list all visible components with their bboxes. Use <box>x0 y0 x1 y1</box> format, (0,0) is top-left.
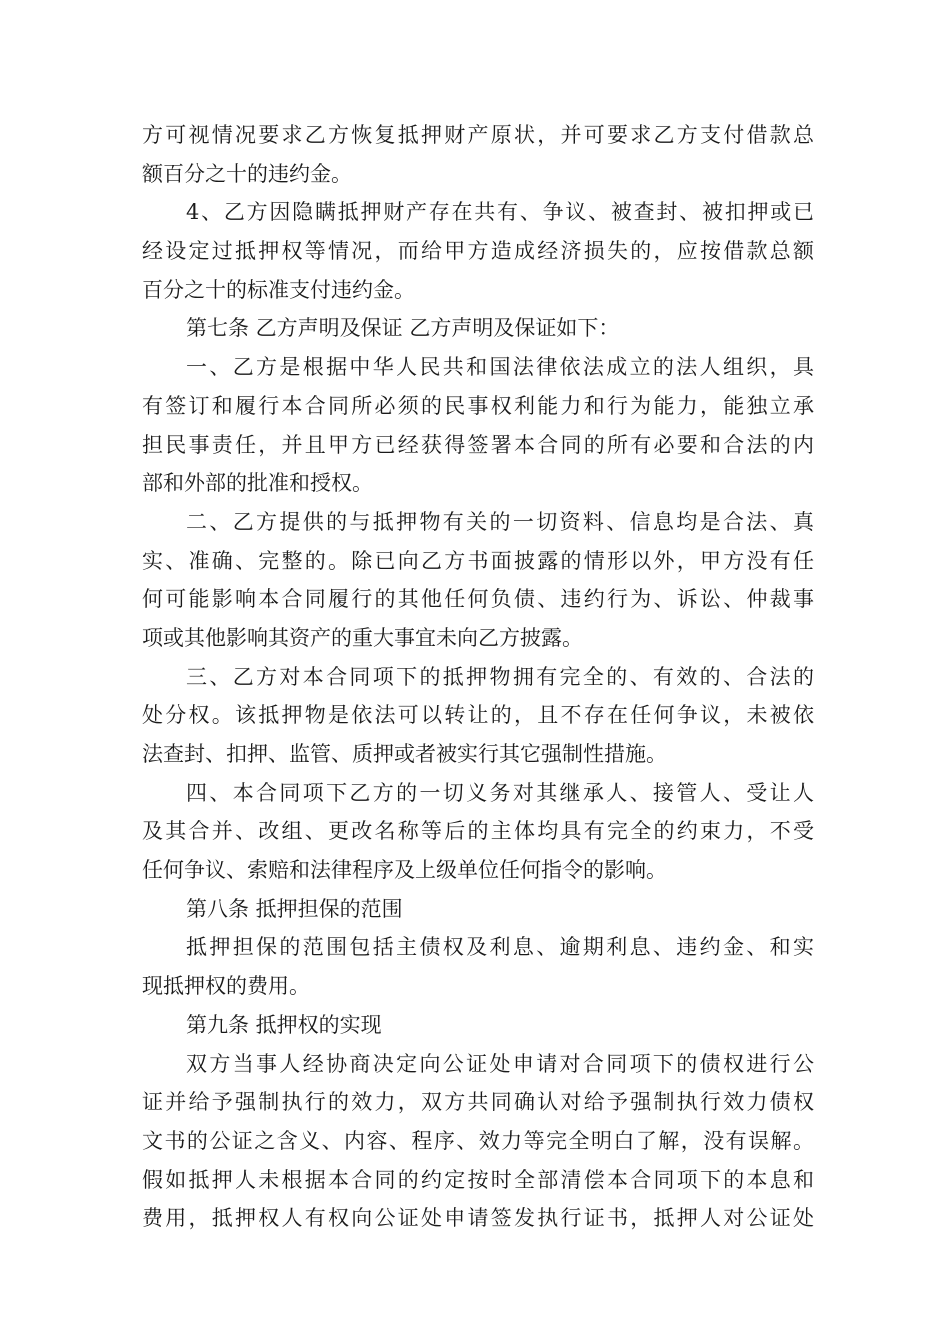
text-line: 费用，抵押权人有权向公证处申请签发执行证书，抵押人对公证处 <box>142 1206 814 1231</box>
text-line: 项或其他影响其资产的重大事宜未向乙方披露。 <box>142 625 583 650</box>
text-line: 及其合并、改组、更改名称等后的主体均具有完全的约束力，不受 <box>142 819 814 844</box>
document-body <box>142 116 814 1238</box>
text-line: 额百分之十的违约金。 <box>142 161 352 186</box>
text-line: 一、乙方是根据中华人民共和国法律依法成立的法人组织，具 <box>186 355 814 380</box>
text-line: 部和外部的批准和授权。 <box>142 471 373 496</box>
text-line: 文书的公证之含义、内容、程序、效力等完全明白了解，没有误解。 <box>142 1128 814 1153</box>
text-line: 现抵押权的费用。 <box>142 974 310 999</box>
text-line: 假如抵押人未根据本合同的约定按时全部清偿本合同项下的本息和 <box>142 1167 814 1192</box>
text-line: 方可视情况要求乙方恢复抵押财产原状，并可要求乙方支付借款总 <box>142 123 814 147</box>
text-line: 法查封、扣押、监管、质押或者被实行其它强制性措施。 <box>142 742 667 766</box>
text-line: 实、准确、完整的。除已向乙方书面披露的情形以外，甲方没有任 <box>142 548 814 573</box>
text-line: 经设定过抵押权等情况，而给甲方造成经济损失的，应按借款总额 <box>142 239 814 264</box>
text-line: 处分权。该抵押物是依法可以转让的，且不存在任何争议，未被依 <box>142 703 814 728</box>
text-line: 双方当事人经协商决定向公证处申请对合同项下的债权进行公 <box>186 1051 814 1076</box>
text-line: 抵押担保的范围包括主债权及利息、逾期利息、违约金、和实 <box>186 935 814 960</box>
text-line: 何可能影响本合同履行的其他任何负债、违约行为、诉讼、仲裁事 <box>142 587 814 612</box>
text-line: 四、本合同项下乙方的一切义务对其继承人、接管人、受让人 <box>186 780 814 805</box>
text-line: 三、乙方对本合同项下的抵押物拥有完全的、有效的、合法的 <box>186 664 814 689</box>
text-line: 4、乙方因隐瞒抵押财产存在共有、争议、被查封、被扣押或已 <box>186 200 814 225</box>
text-line: 百分之十的标准支付违约金。 <box>142 277 415 302</box>
document-page <box>142 116 814 1238</box>
text-line: 第七条 乙方声明及保证 乙方声明及保证如下： <box>186 316 620 341</box>
text-line: 证并给予强制执行的效力，双方共同确认对给予强制执行效力债权 <box>142 1090 814 1115</box>
text-line: 任何争议、索赔和法律程序及上级单位任何指令的影响。 <box>142 858 667 883</box>
text-line: 有签订和履行本合同所必须的民事权利能力和行为能力，能独立承 <box>142 393 814 418</box>
text-line: 担民事责任，并且甲方已经获得签署本合同的所有必要和合法的内 <box>142 432 814 457</box>
text-line: 第九条 抵押权的实现 <box>186 1012 382 1037</box>
text-line: 第八条 抵押担保的范围 <box>186 896 403 921</box>
text-line: 二、乙方提供的与抵押物有关的一切资料、信息均是合法、真 <box>186 509 814 534</box>
